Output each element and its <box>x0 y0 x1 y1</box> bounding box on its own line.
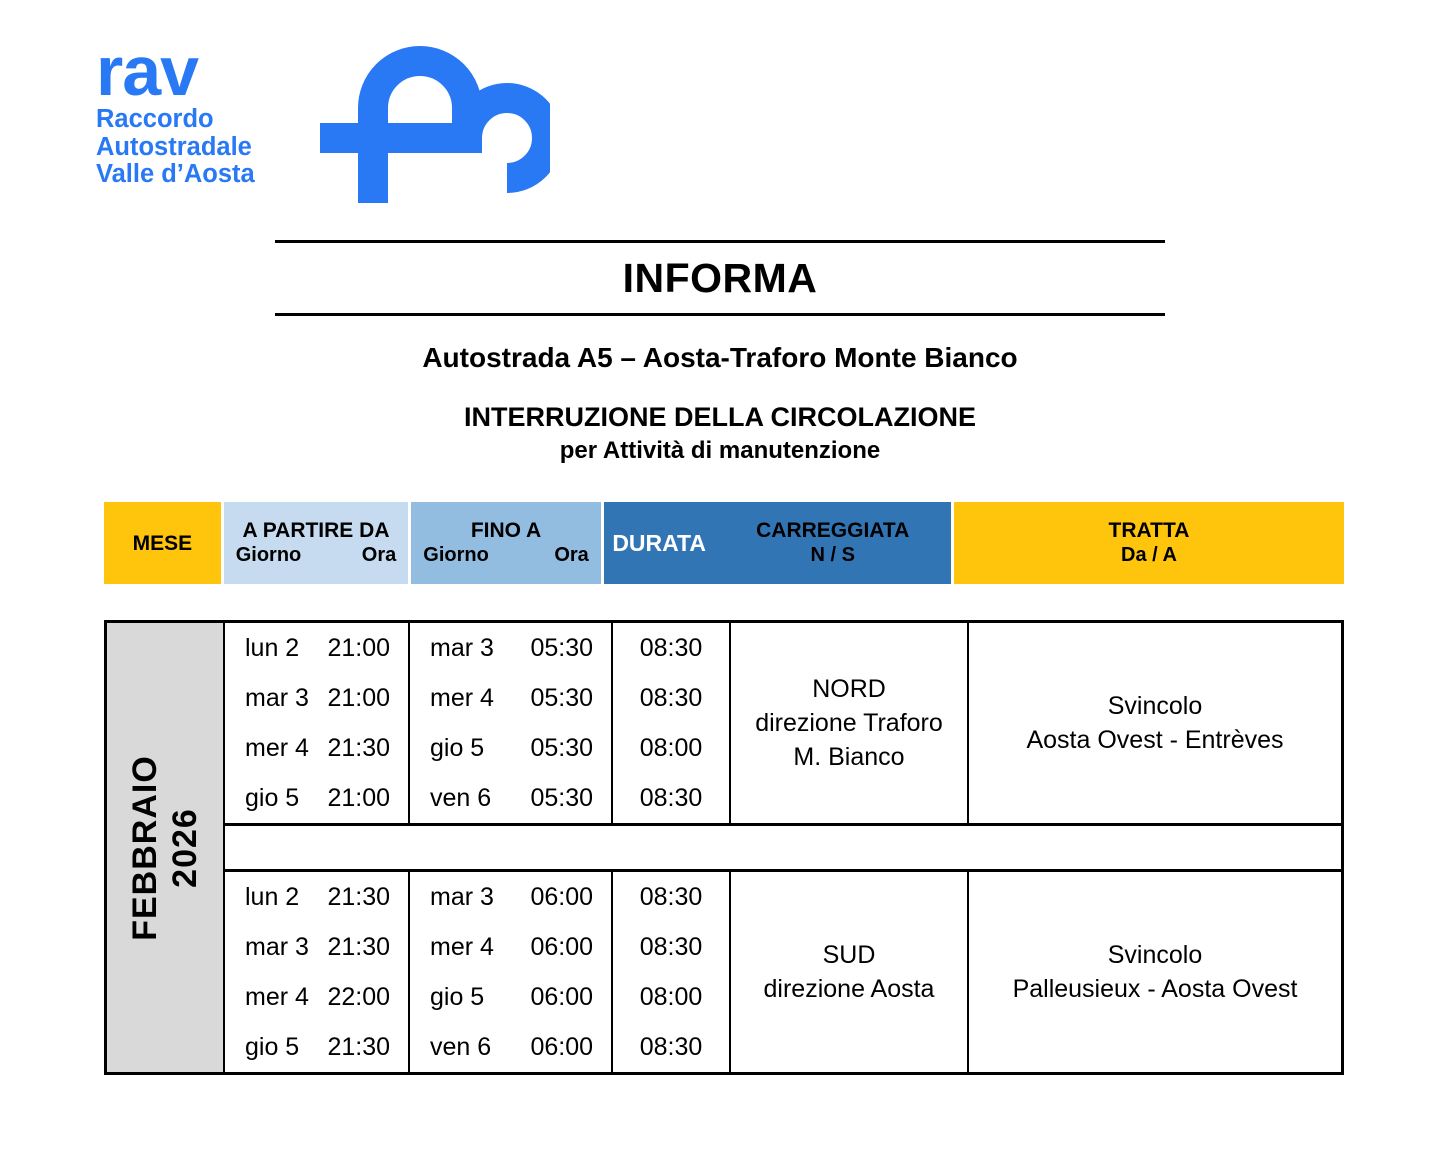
cell-from-day: gio 5 <box>245 1032 300 1061</box>
cell-to-time: 06:00 <box>530 1032 593 1061</box>
table-row <box>410 872 611 922</box>
cell-from-time: 21:00 <box>327 633 390 662</box>
cell-durata <box>613 922 729 972</box>
cell-tratta <box>969 623 1341 823</box>
cell-to-day: ven 6 <box>430 783 492 812</box>
table-row <box>225 623 408 673</box>
cell-carreggiata <box>731 623 969 823</box>
table-row <box>410 723 611 773</box>
closure-schedule-table <box>104 620 1344 1075</box>
cell-from-time: 22:00 <box>327 982 390 1011</box>
schedule-block <box>225 872 1341 1072</box>
subtitle-reason: per Attività di manutenzione <box>559 437 881 464</box>
cell-to-time: 05:30 <box>530 733 593 762</box>
column-fino-a <box>410 623 613 823</box>
cell-durata-value: 08:30 <box>639 683 703 712</box>
header-label-a-partire-da: A PARTIRE DA <box>242 519 390 542</box>
header-cell-mese <box>104 502 221 584</box>
cell-to-day: ven 6 <box>430 1032 492 1061</box>
table-row <box>225 922 408 972</box>
table-row <box>410 623 611 673</box>
cell-carreggiata <box>731 872 969 1072</box>
cell-to-day: gio 5 <box>430 733 485 762</box>
header-label-durata: DURATA <box>612 529 706 556</box>
table-row <box>410 972 611 1022</box>
cell-durata <box>613 773 729 823</box>
logo-rav-text: rav <box>96 32 199 110</box>
cell-from-time: 21:30 <box>327 932 390 961</box>
cell-from-time: 21:30 <box>327 733 390 762</box>
header-cell-durata <box>604 502 715 584</box>
cell-from-day: lun 2 <box>245 633 300 662</box>
carreggiata-line-2: direzione Aosta <box>763 975 935 1003</box>
month-name: FEBBRAIO <box>126 754 164 941</box>
header-label-fino-a: FINO A <box>470 519 542 542</box>
cell-from-time: 21:30 <box>327 882 390 911</box>
column-durata <box>613 623 731 823</box>
month-cell <box>107 623 225 1072</box>
cell-durata-value: 08:30 <box>639 633 703 662</box>
header-sublabel-to-giorno: Giorno <box>423 544 489 566</box>
cell-durata-value: 08:30 <box>639 783 703 812</box>
table-row <box>225 673 408 723</box>
column-a-partire-da <box>225 872 410 1072</box>
rav-monogram-icon <box>310 33 550 228</box>
table-row <box>225 872 408 922</box>
header-sublabel-to-ora: Ora <box>554 544 589 566</box>
cell-from-day: mer 4 <box>245 982 309 1011</box>
cell-durata-value: 08:00 <box>639 982 703 1011</box>
logo-subtitle-line3: Valle d’Aosta <box>96 160 255 188</box>
cell-to-time: 06:00 <box>530 932 593 961</box>
table-row <box>410 1022 611 1072</box>
cell-from-day: mar 3 <box>245 683 309 712</box>
header-cell-fino-a <box>411 502 601 584</box>
cell-durata <box>613 723 729 773</box>
subtitle-road: Autostrada A5 – Aosta-Traforo Monte Bianco <box>422 342 1018 373</box>
cell-to-time: 05:30 <box>530 683 593 712</box>
cell-durata <box>613 673 729 723</box>
cell-durata-value: 08:00 <box>639 733 703 762</box>
cell-to-time: 05:30 <box>530 633 593 662</box>
header-sublabel-from-ora: Ora <box>361 544 397 566</box>
cell-durata-value: 08:30 <box>639 932 703 961</box>
table-row <box>410 673 611 723</box>
cell-from-time: 21:00 <box>327 783 390 812</box>
table-row <box>225 773 408 823</box>
cell-durata <box>613 623 729 673</box>
table-row <box>225 972 408 1022</box>
table-row <box>225 723 408 773</box>
cell-from-time: 21:30 <box>327 1032 390 1061</box>
header-sublabel-tratta: Da / A <box>1121 544 1177 566</box>
page-title: INFORMA <box>622 255 818 301</box>
tratta-line-1: Svincolo <box>1107 692 1203 720</box>
cell-to-day: mar 3 <box>430 633 494 662</box>
header-cell-tratta <box>954 502 1344 584</box>
header-label-mese: MESE <box>132 531 193 555</box>
tratta-line-2: Palleusieux - Aosta Ovest <box>1012 975 1298 1003</box>
cell-durata-value: 08:30 <box>639 882 703 911</box>
table-row <box>410 922 611 972</box>
table-row <box>410 773 611 823</box>
logo-subtitle-line1: Raccordo <box>96 105 214 133</box>
cell-durata-value: 08:30 <box>639 1032 703 1061</box>
cell-from-day: gio 5 <box>245 783 300 812</box>
schedule-block <box>225 623 1341 823</box>
cell-to-day: mer 4 <box>430 932 494 961</box>
cell-durata <box>613 1022 729 1072</box>
column-a-partire-da <box>225 623 410 823</box>
column-fino-a <box>410 872 613 1072</box>
logo-wordmark <box>96 32 326 189</box>
carreggiata-line-1: SUD <box>822 941 876 969</box>
header-sublabel-from-giorno: Giorno <box>235 544 302 566</box>
table-header-bar <box>104 502 1344 584</box>
cell-durata <box>613 972 729 1022</box>
cell-to-time: 06:00 <box>530 882 593 911</box>
cell-durata <box>613 872 729 922</box>
cell-from-day: mar 3 <box>245 932 309 961</box>
cell-tratta <box>969 872 1341 1072</box>
column-durata <box>613 872 731 1072</box>
header-cell-a-partire-da <box>224 502 409 584</box>
cell-to-day: mar 3 <box>430 882 494 911</box>
logo-subtitle-line2: Autostradale <box>96 132 252 161</box>
header-cell-carreggiata <box>715 502 951 584</box>
cell-to-time: 06:00 <box>530 982 593 1011</box>
header-sublabel-carreggiata: N / S <box>810 544 855 566</box>
carreggiata-line-2: direzione Traforo <box>755 709 943 737</box>
document-header <box>275 240 1165 465</box>
carreggiata-line-1: NORD <box>812 675 886 703</box>
cell-to-day: mer 4 <box>430 683 494 712</box>
cell-to-day: gio 5 <box>430 982 485 1011</box>
carreggiata-line-3: M. Bianco <box>793 743 905 771</box>
month-year: 2026 <box>166 807 204 888</box>
month-label-rotated <box>125 755 205 941</box>
table-row <box>225 1022 408 1072</box>
header-label-tratta: TRATTA <box>1108 519 1190 542</box>
schedule-blocks <box>225 623 1341 1072</box>
cell-from-day: lun 2 <box>245 882 300 911</box>
tratta-line-2: Aosta Ovest - Entrèves <box>1026 726 1284 754</box>
tratta-line-1: Svincolo <box>1107 941 1203 969</box>
cell-from-day: mer 4 <box>245 733 309 762</box>
block-spacer-row <box>225 823 1341 872</box>
cell-to-time: 05:30 <box>530 783 593 812</box>
cell-from-time: 21:00 <box>327 683 390 712</box>
header-label-carreggiata: CARREGGIATA <box>756 519 910 542</box>
subtitle-notice: INTERRUZIONE DELLA CIRCOLAZIONE <box>464 402 976 432</box>
logo-block <box>96 32 566 226</box>
